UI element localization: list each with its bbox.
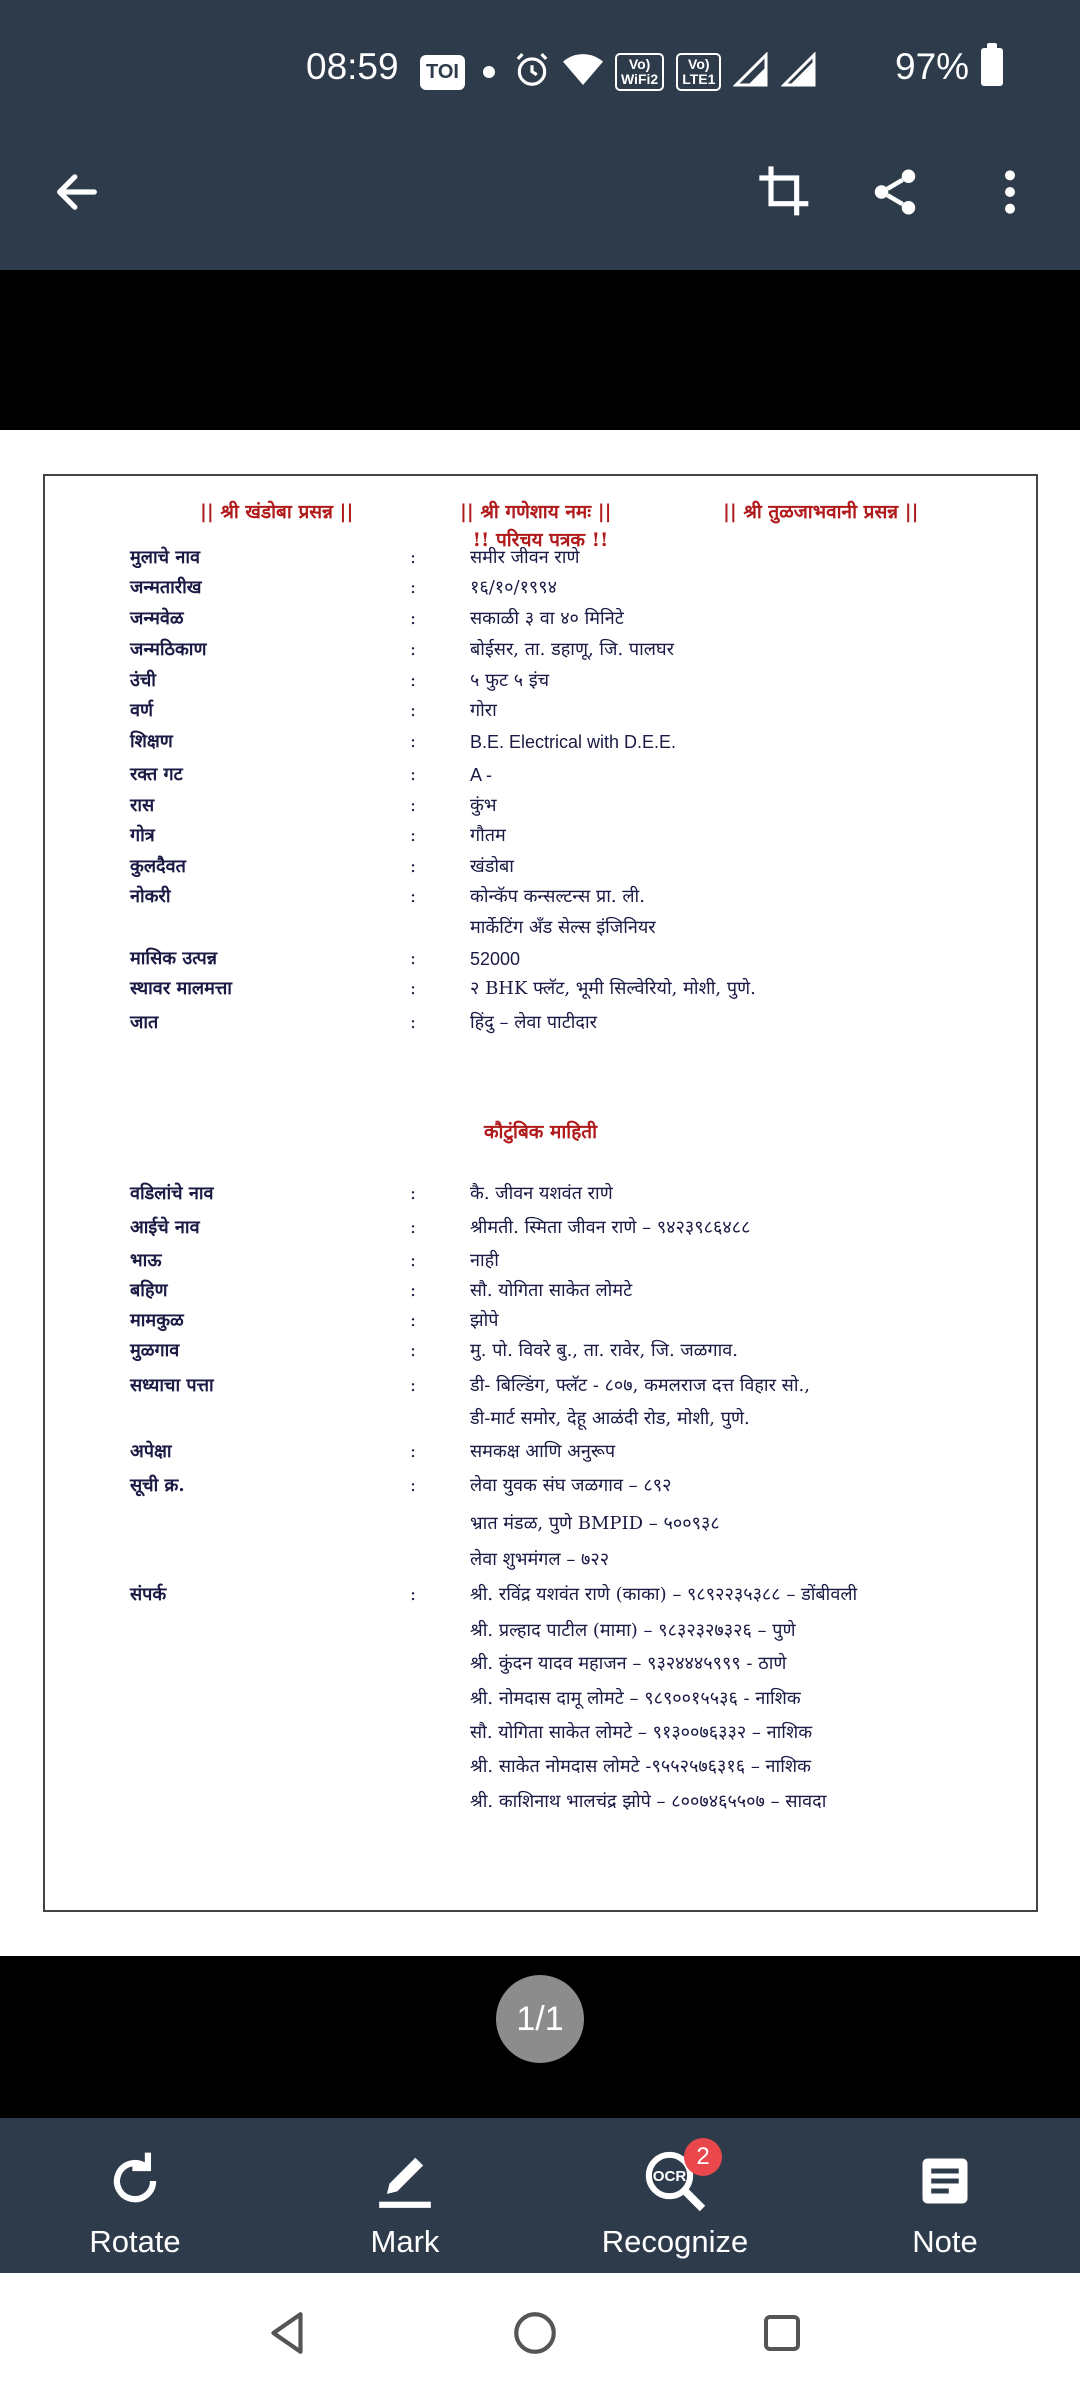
detail-colon: : <box>410 670 417 691</box>
detail-row <box>130 698 1010 724</box>
detail-value: गौतम <box>470 825 506 846</box>
detail-value: A - <box>470 765 493 785</box>
detail-row <box>130 1338 1010 1364</box>
detail-value: श्री. काशिनाथ भालचंद्र झोपे – ८००७४६५५०७ – सावदा <box>470 1791 827 1812</box>
detail-row <box>130 1547 1010 1573</box>
detail-label: अपेक्षा <box>130 1441 172 1462</box>
note-button[interactable] <box>810 2118 1080 2273</box>
detail-label: मुलाचे नाव <box>130 547 200 568</box>
crop-icon <box>757 164 813 220</box>
detail-row <box>130 545 1010 571</box>
detail-colon: : <box>410 1012 417 1033</box>
detail-colon: : <box>410 1375 417 1396</box>
detail-colon: : <box>410 700 417 721</box>
back-button[interactable] <box>42 157 112 227</box>
detail-row <box>130 1278 1010 1304</box>
detail-row <box>130 1618 1010 1644</box>
detail-row <box>130 1582 1010 1608</box>
detail-label: उंची <box>130 670 156 691</box>
more-vert-icon <box>985 167 1035 217</box>
detail-value: 52000 <box>470 949 521 969</box>
wifi-icon <box>563 52 603 92</box>
nav-recents-icon <box>758 2309 806 2357</box>
detail-colon: : <box>410 1217 417 1238</box>
detail-row <box>130 793 1010 819</box>
detail-colon: : <box>410 795 417 816</box>
detail-label: गोत्र <box>130 825 155 846</box>
status-time: 08:59 <box>306 46 399 87</box>
detail-value: डी- बिल्डिंग, फ्लॅट - ८०७, कमलराज दत्त विहार सो., <box>470 1375 810 1396</box>
detail-row <box>130 915 1010 941</box>
detail-value: ५ फुट ५ इंच <box>470 670 550 691</box>
detail-colon: : <box>410 1183 417 1204</box>
family-section-title: कौटुंबिक माहिती <box>483 1121 598 1143</box>
detail-label: सूची क्र. <box>130 1475 185 1496</box>
detail-colon: : <box>410 978 417 999</box>
detail-value: समीर जीवन राणे <box>470 547 580 568</box>
detail-label: नोकरी <box>130 886 171 907</box>
detail-value: बोईसर, ता. डहाणू, जि. पालघर <box>470 639 674 660</box>
detail-row <box>130 1789 1010 1815</box>
detail-row <box>130 823 1010 849</box>
detail-label: जन्मतारीख <box>130 577 202 598</box>
pen-icon <box>370 2146 440 2216</box>
detail-value: नाही <box>470 1250 499 1271</box>
notification-dot-icon <box>483 66 495 78</box>
battery-status <box>895 46 1003 88</box>
detail-row <box>130 946 1010 972</box>
detail-value: लेवा शुभमंगल – ७२२ <box>470 1549 610 1570</box>
detail-row <box>130 1651 1010 1677</box>
detail-colon: : <box>410 608 417 629</box>
detail-value: १६/१०/१९९४ <box>470 577 558 598</box>
detail-value: कुंभ <box>470 795 497 816</box>
detail-row <box>130 1754 1010 1780</box>
detail-label: शिक्षण <box>130 731 173 752</box>
detail-row <box>130 1720 1010 1746</box>
detail-label: सध्याचा पत्ता <box>130 1375 214 1396</box>
detail-label: वर्ण <box>130 700 154 721</box>
note-label: Note <box>912 2224 978 2259</box>
detail-value: श्री. कुंदन यादव महाजन – ९३२४४४५९९९ - ठाणे <box>470 1653 787 1674</box>
detail-value: श्री. प्रल्हाद पाटील (मामा) – ९८३२३२७३२६ – पुणे <box>470 1620 796 1641</box>
detail-row <box>130 1010 1010 1036</box>
detail-value: श्री. नोमदास दामू लोमटे – ९८९००१५५३६ - नाशिक <box>470 1688 801 1709</box>
toi-notification-icon: TOI <box>420 55 465 90</box>
detail-row <box>130 1308 1010 1334</box>
detail-value: मु. पो. विवरे बु., ता. रावेर, जि. जळगाव. <box>470 1340 738 1361</box>
detail-row <box>130 854 1010 880</box>
mark-button[interactable] <box>270 2118 540 2273</box>
detail-label: स्थावर मालमत्ता <box>130 978 232 999</box>
detail-colon: : <box>410 825 417 846</box>
detail-value: श्री. साकेत नोमदास लोमटे -९५५२५७६३१६ – नाशिक <box>470 1756 811 1777</box>
detail-value: भ्रात मंडळ, पुणे BMPID – ५००९३८ <box>470 1513 720 1534</box>
recognize-badge: 2 <box>684 2138 722 2176</box>
battery-icon <box>981 48 1003 86</box>
detail-colon: : <box>410 639 417 660</box>
detail-value: सौ. योगिता साकेत लोमटे – ९१३००७६३३२ – नाशिक <box>470 1722 813 1743</box>
detail-label: मासिक उत्पन्न <box>130 948 218 969</box>
viewer-background-top <box>0 270 1080 430</box>
detail-colon: : <box>410 547 417 568</box>
detail-value: कोन्कॅप कन्सल्टन्स प्रा. ली. <box>470 886 645 907</box>
detail-colon: : <box>410 1340 417 1361</box>
ocr-search-icon <box>640 2143 710 2216</box>
status-icons <box>420 46 817 98</box>
detail-value: झोपे <box>470 1310 499 1331</box>
nav-back-icon <box>263 2308 313 2358</box>
detail-value: B.E. Electrical with D.E.E. <box>470 732 677 752</box>
detail-colon: : <box>410 731 417 752</box>
detail-colon: : <box>410 764 417 785</box>
nav-home-button[interactable] <box>505 2303 565 2363</box>
detail-value: कै. जीवन यशवंत राणे <box>470 1183 613 1204</box>
detail-colon: : <box>410 1250 417 1271</box>
alarm-icon <box>513 51 551 93</box>
detail-label: वडिलांचे नाव <box>130 1183 214 1204</box>
crop-button[interactable] <box>750 157 820 227</box>
detail-colon: : <box>410 577 417 598</box>
detail-label: रक्त गट <box>130 764 183 785</box>
detail-label: भाऊ <box>130 1250 162 1271</box>
detail-row <box>130 729 1010 755</box>
detail-value: गोरा <box>470 700 497 721</box>
detail-label: आईचे नाव <box>130 1217 200 1238</box>
share-button[interactable] <box>860 157 930 227</box>
detail-label: कुलदैवत <box>130 856 186 877</box>
note-icon <box>910 2146 980 2216</box>
detail-row <box>130 1406 1010 1432</box>
system-navigation-bar <box>0 2273 1080 2400</box>
detail-value: मार्केटिंग अँड सेल्स इंजिनियर <box>470 917 656 938</box>
detail-row <box>130 606 1010 632</box>
detail-label: मुळगाव <box>130 1340 180 1361</box>
share-icon <box>868 165 922 219</box>
rotate-icon <box>100 2146 170 2216</box>
detail-label: रास <box>130 795 155 816</box>
rotate-button[interactable] <box>0 2118 270 2273</box>
detail-label: संपर्क <box>130 1584 167 1605</box>
header-left: || श्री खंडोबा प्रसन्न || <box>200 501 354 523</box>
detail-row <box>130 668 1010 694</box>
nav-recents-button[interactable] <box>752 2303 812 2363</box>
detail-label: बहिण <box>130 1280 168 1301</box>
detail-row <box>130 976 1010 1002</box>
vowifi-icon: Vo) WiFi2 <box>615 53 664 91</box>
detail-row <box>130 1215 1010 1241</box>
document-border <box>43 474 1038 1912</box>
detail-row <box>130 1511 1010 1537</box>
detail-colon: : <box>410 1441 417 1462</box>
battery-percent: 97% <box>895 46 970 87</box>
detail-colon: : <box>410 948 417 969</box>
detail-row <box>130 762 1010 788</box>
detail-row <box>130 1181 1010 1207</box>
detail-row <box>130 1248 1010 1274</box>
nav-home-icon <box>510 2308 560 2358</box>
detail-colon: : <box>410 1280 417 1301</box>
top-toolbar <box>0 112 1080 270</box>
rotate-label: Rotate <box>89 2224 181 2259</box>
detail-label: जन्मवेळ <box>130 608 184 629</box>
detail-row <box>130 637 1010 663</box>
nav-back-button[interactable] <box>258 2303 318 2363</box>
back-arrow-icon <box>51 166 103 218</box>
detail-row <box>130 1473 1010 1499</box>
detail-label: जात <box>130 1012 159 1033</box>
detail-row <box>130 1439 1010 1465</box>
bottom-action-bar <box>0 2118 1080 2273</box>
mark-label: Mark <box>370 2224 440 2259</box>
header-right: || श्री तुळजाभवानी प्रसन्न || <box>723 501 919 523</box>
detail-row <box>130 884 1010 910</box>
document-title: !! परिचय पत्रक !! <box>472 529 609 551</box>
svg-text:OCR: OCR <box>652 2168 687 2185</box>
detail-value: श्रीमती. स्मिता जीवन राणे – ९४२३९८६४८८ <box>470 1217 751 1238</box>
detail-value: समकक्ष आणि अनुरूप <box>470 1441 616 1462</box>
detail-colon: : <box>410 1475 417 1496</box>
biodata-document <box>45 476 1036 1910</box>
detail-value: सौ. योगिता साकेत लोमटे <box>470 1280 633 1301</box>
detail-colon: : <box>410 1584 417 1605</box>
document-page[interactable] <box>0 430 1080 1956</box>
detail-colon: : <box>410 1310 417 1331</box>
volte-icon: Vo) LTE1 <box>676 53 721 91</box>
detail-value: हिंदु – लेवा पाटीदार <box>470 1012 598 1033</box>
detail-colon: : <box>410 856 417 877</box>
status-bar <box>0 0 1080 112</box>
detail-row <box>130 1373 1010 1399</box>
detail-colon: : <box>410 886 417 907</box>
page-counter: 1/1 <box>496 1975 584 2063</box>
detail-value: सकाळी ३ वा ४० मिनिटे <box>470 608 624 629</box>
detail-label: मामकुळ <box>130 1310 184 1331</box>
signal-icon-2 <box>781 52 817 92</box>
detail-value: श्री. रविंद्र यशवंत राणे (काका) – ९८९२२३५३८८ – डोंबीवली <box>470 1584 858 1605</box>
header-center: || श्री गणेशाय नमः || <box>460 501 612 523</box>
recognize-label: Recognize <box>601 2224 749 2259</box>
detail-value: डी-मार्ट समोर, देहू आळंदी रोड, मोशी, पुणे. <box>470 1408 750 1429</box>
detail-value: लेवा युवक संघ जळगाव – ८९२ <box>470 1475 672 1496</box>
detail-row <box>130 575 1010 601</box>
detail-label: जन्मठिकाण <box>130 639 207 660</box>
signal-icon-1 <box>733 52 769 92</box>
more-options-button[interactable] <box>975 157 1045 227</box>
detail-value: २ BHK फ्लॅट, भूमी सिल्वेरियो, मोशी, पुणे. <box>470 978 756 999</box>
recognize-button[interactable] <box>540 2118 810 2273</box>
detail-value: खंडोबा <box>470 856 514 877</box>
detail-row <box>130 1686 1010 1712</box>
